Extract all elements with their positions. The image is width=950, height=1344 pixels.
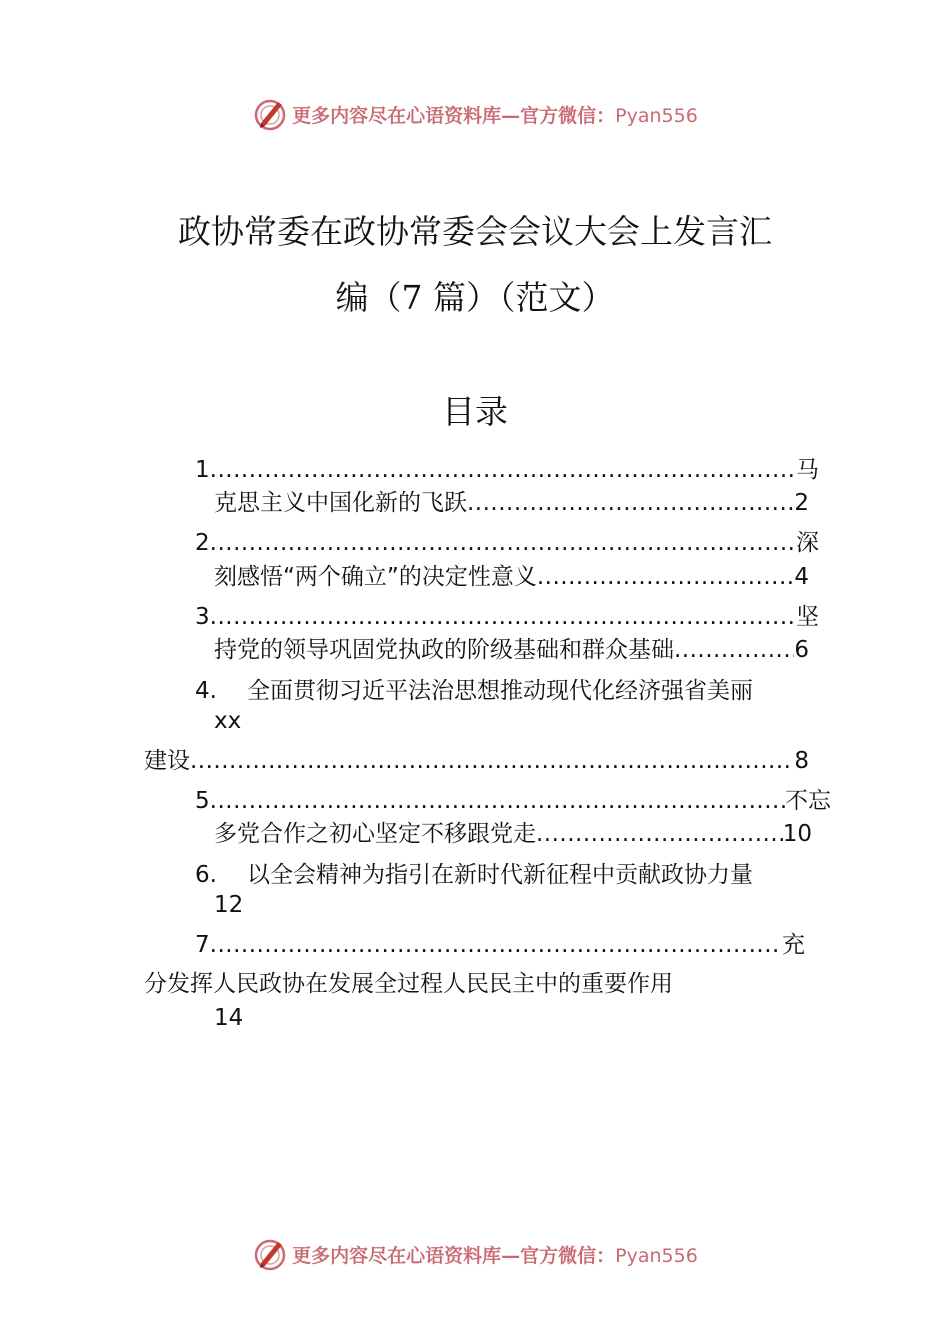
document-title-line-1: 政协常委在政协常委会会议大会上发言汇 — [178, 212, 772, 251]
banner-text: 更多内容尽在心语资料库—官方微信：Pyan556 — [292, 1244, 698, 1267]
page-number: 12 — [214, 892, 244, 918]
toc-entry-7[interactable]: 7 ..... 充 — [195, 928, 805, 962]
dot-leader — [210, 526, 796, 560]
dot-leader — [210, 453, 796, 487]
header-banner — [0, 94, 950, 134]
dot-leader — [537, 560, 795, 594]
page-number: 14 — [214, 1005, 244, 1031]
toc-entry-7-continuation: 分发挥人民政协在发展全过程人民民主中的重要作用 — [144, 971, 673, 997]
document-title-line-2: 编（7 篇）（范文） — [335, 278, 615, 317]
toc-entry-4-line-2: xx — [214, 708, 242, 734]
wechat-id: Pyan556 — [615, 1244, 698, 1267]
dot-leader — [210, 600, 796, 634]
toc-entry-1-continuation[interactable]: 克思主义中国化新的飞跃 ..... 2 — [214, 486, 809, 520]
footer-banner — [0, 1234, 950, 1274]
toc-entry-5[interactable]: 5 ..... 不忘 — [195, 784, 831, 818]
toc-entry-2-continuation[interactable]: 刻感悟“两个确立”的决定性意义 ..... 4 — [214, 560, 809, 594]
toc-entry-6[interactable]: 6. 以全会精神为指引在新时代新征程中贡献政协力量 — [195, 862, 753, 888]
page-number: 2 — [794, 490, 809, 516]
toc-heading: 目录 — [442, 392, 508, 431]
red-pen-circle-logo-icon — [252, 96, 288, 132]
toc-entry-4-continuation[interactable]: 建设 ..... 8 — [144, 744, 809, 778]
toc-entry-5-continuation[interactable]: 多党合作之初心坚定不移跟党走 ..... 10 — [214, 817, 812, 851]
page-number: 4 — [794, 564, 809, 590]
dot-leader — [467, 486, 794, 520]
red-pen-circle-logo-icon — [252, 1236, 288, 1272]
dot-leader — [210, 784, 785, 818]
dot-leader — [674, 633, 794, 667]
dot-leader — [210, 928, 782, 962]
toc-entry-1[interactable]: 1 ..... 马 — [195, 453, 819, 487]
page-number: 8 — [794, 748, 809, 774]
page-number: 6 — [794, 637, 809, 663]
toc-entry-2[interactable]: 2 ..... 深 — [195, 526, 819, 560]
toc-entry-3[interactable]: 3 ..... 坚 — [195, 600, 819, 634]
page-number: 10 — [782, 821, 812, 847]
toc-entry-3-continuation[interactable]: 持党的领导巩固党执政的阶级基础和群众基础 ..... 6 — [214, 633, 809, 667]
dot-leader — [190, 744, 794, 778]
toc-entry-4[interactable]: 4. 全面贯彻习近平法治思想推动现代化经济强省美丽 — [195, 678, 753, 704]
dot-leader — [536, 817, 783, 851]
wechat-id: Pyan556 — [615, 104, 698, 127]
banner-text: 更多内容尽在心语资料库—官方微信：Pyan556 — [292, 104, 698, 127]
